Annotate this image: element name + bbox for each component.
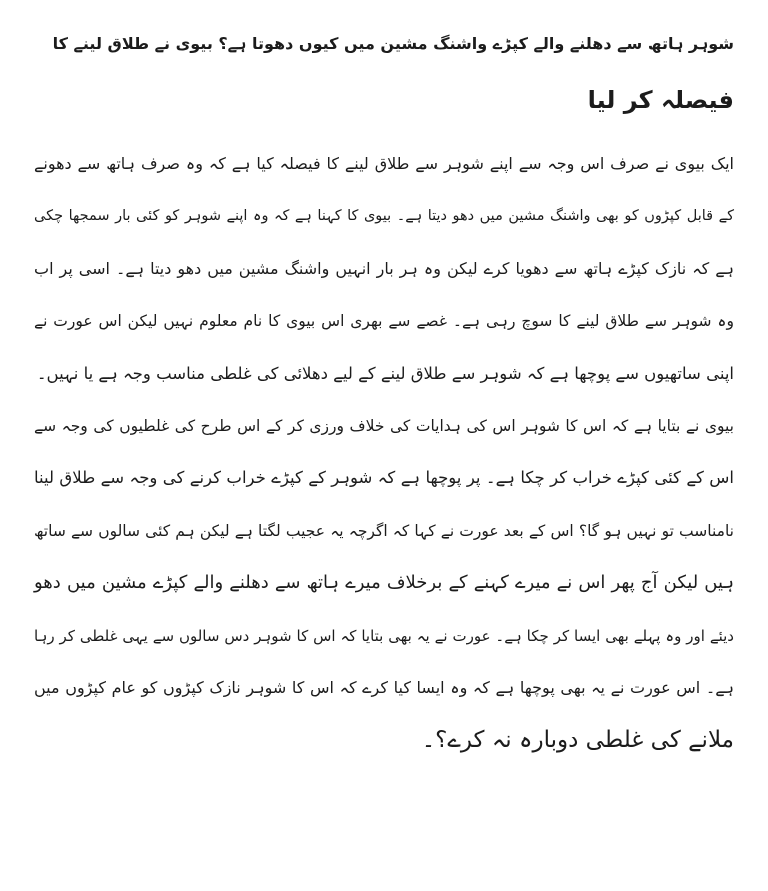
body-line: ہے۔ اس عورت نے یہ بھی پوچھا ہے کہ وہ ایسا کیا کرے کہ اس کا شوہر نازک کپڑوں کو عام کپڑوں میں: [34, 678, 734, 698]
body-line: دیئے اور وہ پہلے بھی ایسا کر چکا ہے۔ عورت نے یہ بھی بتایا کہ اس کا شوہر دس سالوں سے یہی غلطی کر رہا: [34, 626, 734, 645]
article-body: [34, 138, 734, 767]
body-line: ملانے کی غلطی دوبارہ نہ کرے؟۔: [421, 727, 734, 754]
body-line: بیوی نے بتایا ہے کہ اس کا شوہر اس کی ہدایات کی خلاف ورزی کر کے اس طرح کی غلطیوں کی وجہ سے: [34, 417, 734, 436]
body-line: اس کے کئی کپڑے خراب کر چکا ہے۔ پر پوچھا ہے کہ شوہر کے کپڑے خراب کرنے کی وجہ سے طلاق لینا: [34, 468, 734, 488]
body-line: ہے کہ نازک کپڑے ہاتھ سے دھویا کرے لیکن وہ ہر بار انہیں واشنگ مشین میں دھو دیتا ہے۔ اسی پر اب: [34, 258, 734, 278]
body-line: نامناسب تو نہیں ہو گا؟ اس کے بعد عورت نے کہا کہ اگرچہ یہ عجیب لگتا ہے لیکن ہم کئی سالوں سے ساتھ: [34, 521, 734, 540]
headline-line: شوہر ہاتھ سے دھلنے والے کپڑے واشنگ مشین میں کیوں دھوتا ہے؟ بیوی نے طلاق لینے کا: [52, 34, 734, 53]
body-line: اپنی ساتھیوں سے پوچھا ہے کہ شوہر سے طلاق لینے کے لیے دھلائی کی غلطی مناسب وجہ ہے یا نہیں۔: [36, 363, 734, 383]
body-line: کے قابل کپڑوں کو بھی واشنگ مشین میں دھو دیتا ہے۔ بیوی کا کہنا ہے کہ وہ اپنے شوہر کو کئی بار سمجھا چکی: [34, 208, 734, 225]
body-line: وہ شوہر سے طلاق لینے کا سوچ رہی ہے۔ غصے سے بھری اس بیوی کا نام معلوم نہیں لیکن اس عورت نے: [34, 312, 734, 331]
body-line: ہیں لیکن آج پھر اس نے میرے کہنے کے برخلاف میرے ہاتھ سے دھلنے والے کپڑے مشین میں دھو: [34, 572, 734, 594]
article-headline: [34, 16, 734, 128]
body-line: ایک بیوی نے صرف اس وجہ سے اپنے شوہر سے طلاق لینے کا فیصلہ کیا ہے کہ وہ صرف ہاتھ سے دھونے: [34, 154, 734, 173]
headline-line: فیصلہ کر لیا: [587, 86, 734, 114]
